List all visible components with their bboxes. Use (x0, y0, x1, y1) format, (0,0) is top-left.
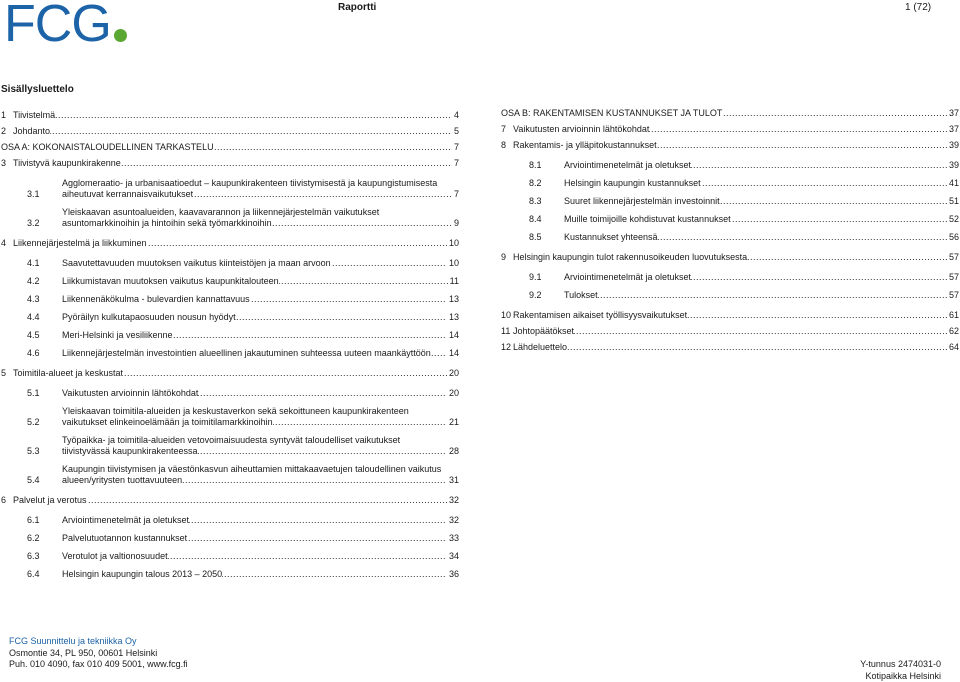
toc-entry-page: 7 (452, 189, 459, 200)
toc-entry-page: 51 (947, 196, 959, 207)
toc-entry-number: 8.3 (529, 196, 564, 207)
toc-entry-title: Palvelutuotannon kustannukset (62, 533, 187, 543)
toc-entry-page: 32 (447, 515, 459, 526)
toc-entry-page: 5 (452, 126, 459, 137)
toc-entry-number: 9 (501, 252, 513, 263)
toc-entry[interactable] (1, 178, 459, 200)
toc-entry-number: 5 (1, 368, 13, 379)
toc-entry-page: 41 (947, 178, 959, 189)
toc-entry-number: 4.1 (27, 258, 62, 269)
toc-entry[interactable] (1, 207, 459, 229)
toc-entry-page: 34 (447, 551, 459, 562)
toc-entry[interactable] (1, 110, 459, 121)
toc-entry-title: Arviointimenetelmät ja oletukset (564, 160, 691, 170)
toc-entry-page: 37 (947, 124, 959, 135)
toc-entry-number: 1 (1, 110, 13, 121)
toc-entry[interactable] (1, 388, 459, 399)
toc-entry-page: 21 (447, 417, 459, 428)
toc-entry-title: Tiivistyvä kaupunkirakenne (13, 158, 121, 168)
toc-entry-number: 5.4 (27, 475, 62, 486)
toc-entry-page: 14 (447, 348, 459, 359)
toc-entry-number: 2 (1, 126, 13, 137)
toc-entry-page: 20 (447, 368, 459, 379)
toc-entry-title: Työpaikka- ja toimitila-alueiden vetovoimaisuudesta syntyvät taloudelliset vaikutukset tiivistyvässä kaupunkirakenteessa (62, 435, 400, 456)
toc-entry-title: Helsingin kaupungin talous 2013 – 2050 (62, 569, 222, 579)
toc-entry-page: 4 (452, 110, 459, 121)
toc-entry[interactable] (501, 252, 959, 263)
toc-entry-number: 3.1 (27, 189, 62, 200)
toc-entry[interactable] (501, 178, 959, 189)
toc-entry-page: 52 (947, 214, 959, 225)
toc-entry-number: 6.3 (27, 551, 62, 562)
toc-entry-number: 4.4 (27, 312, 62, 323)
toc-entry-title: Johdanto (13, 126, 50, 136)
toc-entry-number: 5.2 (27, 417, 62, 428)
toc-entry[interactable] (1, 158, 459, 169)
toc-entry-title: Kaupungin tiivistymisen ja väestönkasvun aiheuttamien mittakaavaetujen taloudellinen vaikutus alueen/yritysten tuottavuuteen (62, 464, 441, 485)
document-type: Raportti (338, 2, 376, 13)
toc-entry-title: Lähdeluettelo (513, 342, 567, 352)
toc-entry-title: Tulokset (564, 290, 598, 300)
toc-entry[interactable] (501, 124, 959, 135)
toc-entry-page: 13 (447, 312, 459, 323)
toc-entry-title: Verotulot ja valtionosuudet (62, 551, 168, 561)
toc-entry-title: Liikennejärjestelmän investointien alueellinen jakautuminen suhteessa uuteen maankäyttöön (62, 348, 431, 358)
toc-entry[interactable] (501, 214, 959, 225)
footer-company: FCG Suunnittelu ja tekniikka Oy (9, 636, 188, 648)
toc-entry-number: 4.6 (27, 348, 62, 359)
toc-entry-number: 9.2 (529, 290, 564, 301)
toc-entry-title: Tiivistelmä (13, 110, 55, 120)
toc-entry-page: 7 (452, 142, 459, 153)
toc-entry-title: Yleiskaavan asuntoalueiden, kaavavarannon ja liikennejärjestelmän vaikutukset asuntomarkkinoihin ja hintoihin sekä työmarkkinoihin (62, 207, 379, 228)
toc-entry[interactable] (501, 140, 959, 151)
toc-entry-page: 13 (447, 294, 459, 305)
toc-entry-title: OSA B: RAKENTAMISEN KUSTANNUKSET JA TULOT (501, 108, 722, 118)
toc-entry-title: Palvelut ja verotus (13, 495, 87, 505)
toc-entry-number: 4 (1, 238, 13, 249)
toc-entry-number: 5.3 (27, 446, 62, 457)
toc-entry[interactable] (1, 435, 459, 457)
footer-business-id: Y-tunnus 2474031-0 (860, 659, 941, 671)
toc-entry[interactable] (501, 290, 959, 301)
toc-entry-number: 8.4 (529, 214, 564, 225)
toc-entry-title: Rakentamisen aikaiset työllisyysvaikutukset (513, 310, 687, 320)
toc-entry-number: 3.2 (27, 218, 62, 229)
toc-entry-number: 5.1 (27, 388, 62, 399)
toc-entry-title: Helsingin kaupungin kustannukset (564, 178, 701, 188)
toc-entry[interactable] (501, 108, 959, 119)
toc-entry[interactable] (1, 142, 459, 153)
toc-entry[interactable] (501, 160, 959, 171)
toc-entry-title: Agglomeraatio- ja urbanisaatioedut – kaupunkirakenteen tiivistymisestä ja kaupungistumisesta aiheutuvat kerrannaisvaikutukset (62, 178, 437, 199)
fcg-logo (4, 2, 127, 46)
toc-entry-page: 10 (447, 238, 459, 249)
toc-entry-number: 6 (1, 495, 13, 506)
toc-entry-number: 9.1 (529, 272, 564, 283)
toc-entry[interactable] (1, 406, 459, 428)
toc-entry-number: 11 (501, 326, 513, 337)
toc-entry-title: Toimitila-alueet ja keskustat (13, 368, 123, 378)
toc-entry-page: 61 (947, 310, 959, 321)
footer-left (9, 636, 188, 671)
toc-entry-number: 8.2 (529, 178, 564, 189)
toc-entry-title: Liikkumistavan muutoksen vaikutus kaupunkitalouteen (62, 276, 279, 286)
toc-entry-title: Johtopäätökset (513, 326, 574, 336)
toc-entry-title: Helsingin kaupungin tulot rakennusoikeuden luovutuksesta (513, 252, 747, 262)
toc-entry-page: 36 (447, 569, 459, 580)
toc-entry[interactable] (1, 533, 459, 544)
toc-entry[interactable] (1, 569, 459, 580)
toc-entry-number: 6.1 (27, 515, 62, 526)
toc-entry-page: 56 (947, 232, 959, 243)
footer-address: Osmontie 34, PL 950, 00601 Helsinki (9, 648, 188, 660)
toc-entry[interactable] (1, 330, 459, 341)
toc-entry-number: 4.3 (27, 294, 62, 305)
toc-entry-number: 10 (501, 310, 513, 321)
toc-entry-title: Vaikutusten arvioinnin lähtökohdat (62, 388, 198, 398)
toc-entry-page: 37 (947, 108, 959, 119)
toc-entry[interactable] (1, 368, 459, 379)
toc-entry[interactable] (1, 551, 459, 562)
toc-entry-title: Liikennenäkökulma - bulevardien kannattavuus (62, 294, 250, 304)
toc-entry-number: 7 (501, 124, 513, 135)
toc-entry[interactable] (501, 272, 959, 283)
toc-entry-page: 57 (947, 290, 959, 301)
footer-contact: Puh. 010 4090, fax 010 409 5001, www.fcg.fi (9, 659, 188, 671)
toc-entry-title: Arviointimenetelmät ja oletukset (62, 515, 189, 525)
toc-entry-title: Liikennejärjestelmä ja liikkuminen (13, 238, 147, 248)
toc-entry-page: 64 (947, 342, 959, 353)
toc-entry[interactable] (1, 515, 459, 526)
toc-entry[interactable] (1, 348, 459, 359)
toc-entry[interactable] (1, 126, 459, 137)
toc-entry-page: 28 (447, 446, 459, 457)
toc-entry-title: Yleiskaavan toimitila-alueiden ja keskustaverkon sekä sekoittuneen kaupunkirakenteen vaikutukset elinkeinoelämään ja toimitilamarkkinoihin (62, 406, 409, 427)
toc-entry-title: Meri-Helsinki ja vesiliikenne (62, 330, 173, 340)
toc-entry-page: 39 (947, 160, 959, 171)
toc-entry-page: 32 (447, 495, 459, 506)
toc-entry[interactable] (1, 312, 459, 323)
footer-domicile: Kotipaikka Helsinki (860, 671, 941, 682)
toc-entry-page: 39 (947, 140, 959, 151)
toc-entry-number: 6.4 (27, 569, 62, 580)
toc-left-column (1, 110, 459, 580)
toc-entry-page: 20 (447, 388, 459, 399)
toc-entry-title: Arviointimenetelmät ja oletukset (564, 272, 691, 282)
toc-entry[interactable] (1, 294, 459, 305)
toc-entry-page: 9 (452, 218, 459, 229)
toc-right-column (501, 108, 959, 353)
toc-entry-page: 11 (448, 276, 459, 287)
toc-entry[interactable] (501, 196, 959, 207)
toc-entry[interactable] (1, 238, 459, 249)
toc-entry-page: 14 (447, 330, 459, 341)
toc-entry-title: Saavutettavuuden muutoksen vaikutus kiinteistöjen ja maan arvoon (62, 258, 331, 268)
toc-entry[interactable] (501, 326, 959, 337)
toc-entry-title: Muille toimijoille kohdistuvat kustannukset (564, 214, 731, 224)
toc-entry-page: 31 (447, 475, 459, 486)
toc-entry-title: Rakentamis- ja ylläpitokustannukset (513, 140, 657, 150)
logo-dot-icon (114, 29, 127, 42)
toc-entry-title: Kustannukset yhteensä (564, 232, 658, 242)
toc-entry-page: 10 (447, 258, 459, 269)
toc-entry-number: 4.2 (27, 276, 62, 287)
toc-heading: Sisällysluettelo (1, 84, 74, 95)
toc-entry-number: 3 (1, 158, 13, 169)
toc-entry[interactable] (1, 464, 459, 486)
toc-entry[interactable] (501, 342, 959, 353)
toc-entry[interactable] (501, 310, 959, 321)
toc-entry-title: Suuret liikennejärjestelmän investoinnit (564, 196, 720, 206)
toc-entry-number: 6.2 (27, 533, 62, 544)
toc-entry-page: 57 (947, 272, 959, 283)
toc-entry-page: 57 (947, 252, 959, 263)
toc-entry-page: 62 (947, 326, 959, 337)
footer-right (860, 659, 941, 682)
toc-entry-number: 8.1 (529, 160, 564, 171)
toc-entry[interactable] (501, 232, 959, 243)
toc-entry-title: Pyöräilyn kulkutapaosuuden nousun hyödyt (62, 312, 236, 322)
toc-entry-page: 33 (447, 533, 459, 544)
toc-entry-number: 8 (501, 140, 513, 151)
toc-entry-title: OSA A: KOKONAISTALOUDELLINEN TARKASTELU (1, 142, 214, 152)
toc-entry-number: 8.5 (529, 232, 564, 243)
toc-entry-number: 12 (501, 342, 513, 353)
toc-entry-title: Vaikutusten arvioinnin lähtökohdat (513, 124, 649, 134)
toc-entry-number: 4.5 (27, 330, 62, 341)
toc-entry[interactable] (1, 276, 459, 287)
toc-entry[interactable] (1, 258, 459, 269)
page-number: 1 (72) (905, 2, 931, 13)
toc-entry[interactable] (1, 495, 459, 506)
logo-text: FCG (4, 2, 111, 46)
toc-entry-page: 7 (452, 158, 459, 169)
